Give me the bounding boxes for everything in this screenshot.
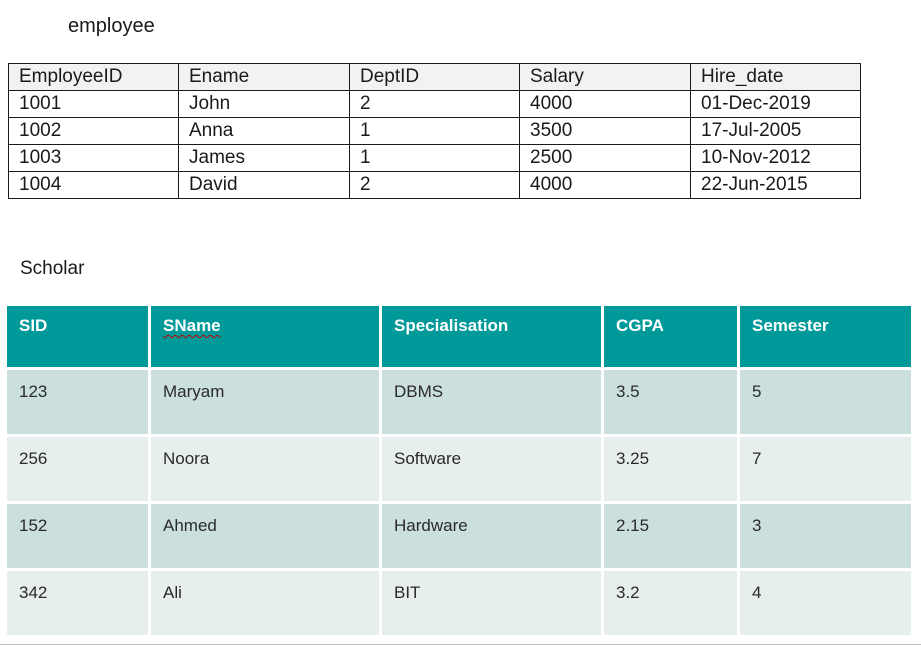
- employee-cell: 1004: [9, 172, 179, 199]
- employee-header-cell: Salary: [520, 64, 691, 91]
- scholar-row: [7, 571, 911, 635]
- employee-header-row: [9, 64, 861, 91]
- employee-cell: David: [179, 172, 350, 199]
- scholar-header-cell: CGPA: [604, 306, 737, 367]
- employee-cell: 2500: [520, 145, 691, 172]
- employee-cell: 3500: [520, 118, 691, 145]
- scholar-cell: 3.25: [604, 437, 737, 501]
- scholar-cell: 342: [7, 571, 148, 635]
- employee-cell: 01-Dec-2019: [691, 91, 861, 118]
- employee-row: [9, 145, 861, 172]
- employee-header-cell: DeptID: [350, 64, 520, 91]
- scholar-cell: 3.2: [604, 571, 737, 635]
- employee-cell: 2: [350, 91, 520, 118]
- scholar-cell: 4: [740, 571, 911, 635]
- scholar-row: [7, 437, 911, 501]
- employee-cell: John: [179, 91, 350, 118]
- scholar-cell: Ahmed: [151, 504, 379, 568]
- employee-row: [9, 118, 861, 145]
- scholar-header-cell: Semester: [740, 306, 911, 367]
- scholar-table: [4, 303, 914, 638]
- scholar-cell: 123: [7, 370, 148, 434]
- employee-header-cell: Ename: [179, 64, 350, 91]
- scholar-header-row: [7, 306, 911, 367]
- employee-table-title: employee: [68, 15, 155, 37]
- employee-cell: 10-Nov-2012: [691, 145, 861, 172]
- scholar-cell: Software: [382, 437, 601, 501]
- employee-header-cell: EmployeeID: [9, 64, 179, 91]
- scholar-cell: Hardware: [382, 504, 601, 568]
- scholar-cell: DBMS: [382, 370, 601, 434]
- scholar-cell: 3.5: [604, 370, 737, 434]
- employee-cell: 1002: [9, 118, 179, 145]
- scholar-row: [7, 370, 911, 434]
- employee-cell: James: [179, 145, 350, 172]
- employee-row: [9, 91, 861, 118]
- page-bottom-divider: [0, 644, 921, 645]
- employee-row: [9, 172, 861, 199]
- scholar-cell: 256: [7, 437, 148, 501]
- employee-cell: 4000: [520, 91, 691, 118]
- employee-cell: 17-Jul-2005: [691, 118, 861, 145]
- employee-cell: 4000: [520, 172, 691, 199]
- scholar-cell: 5: [740, 370, 911, 434]
- employee-cell: 2: [350, 172, 520, 199]
- scholar-header-cell: Specialisation: [382, 306, 601, 367]
- employee-cell: 22-Jun-2015: [691, 172, 861, 199]
- employee-table: [8, 63, 861, 199]
- employee-cell: 1: [350, 145, 520, 172]
- spellcheck-flagged-text: SName: [163, 316, 221, 335]
- scholar-cell: 3: [740, 504, 911, 568]
- scholar-cell: Noora: [151, 437, 379, 501]
- scholar-cell: 7: [740, 437, 911, 501]
- scholar-cell: BIT: [382, 571, 601, 635]
- scholar-header-cell: [151, 306, 379, 367]
- scholar-table-title: Scholar: [20, 258, 85, 279]
- scholar-cell: 152: [7, 504, 148, 568]
- scholar-cell: 2.15: [604, 504, 737, 568]
- employee-cell: 1001: [9, 91, 179, 118]
- employee-header-cell: Hire_date: [691, 64, 861, 91]
- employee-cell: 1003: [9, 145, 179, 172]
- employee-cell: 1: [350, 118, 520, 145]
- scholar-header-cell: SID: [7, 306, 148, 367]
- scholar-cell: Ali: [151, 571, 379, 635]
- employee-cell: Anna: [179, 118, 350, 145]
- scholar-row: [7, 504, 911, 568]
- scholar-cell: Maryam: [151, 370, 379, 434]
